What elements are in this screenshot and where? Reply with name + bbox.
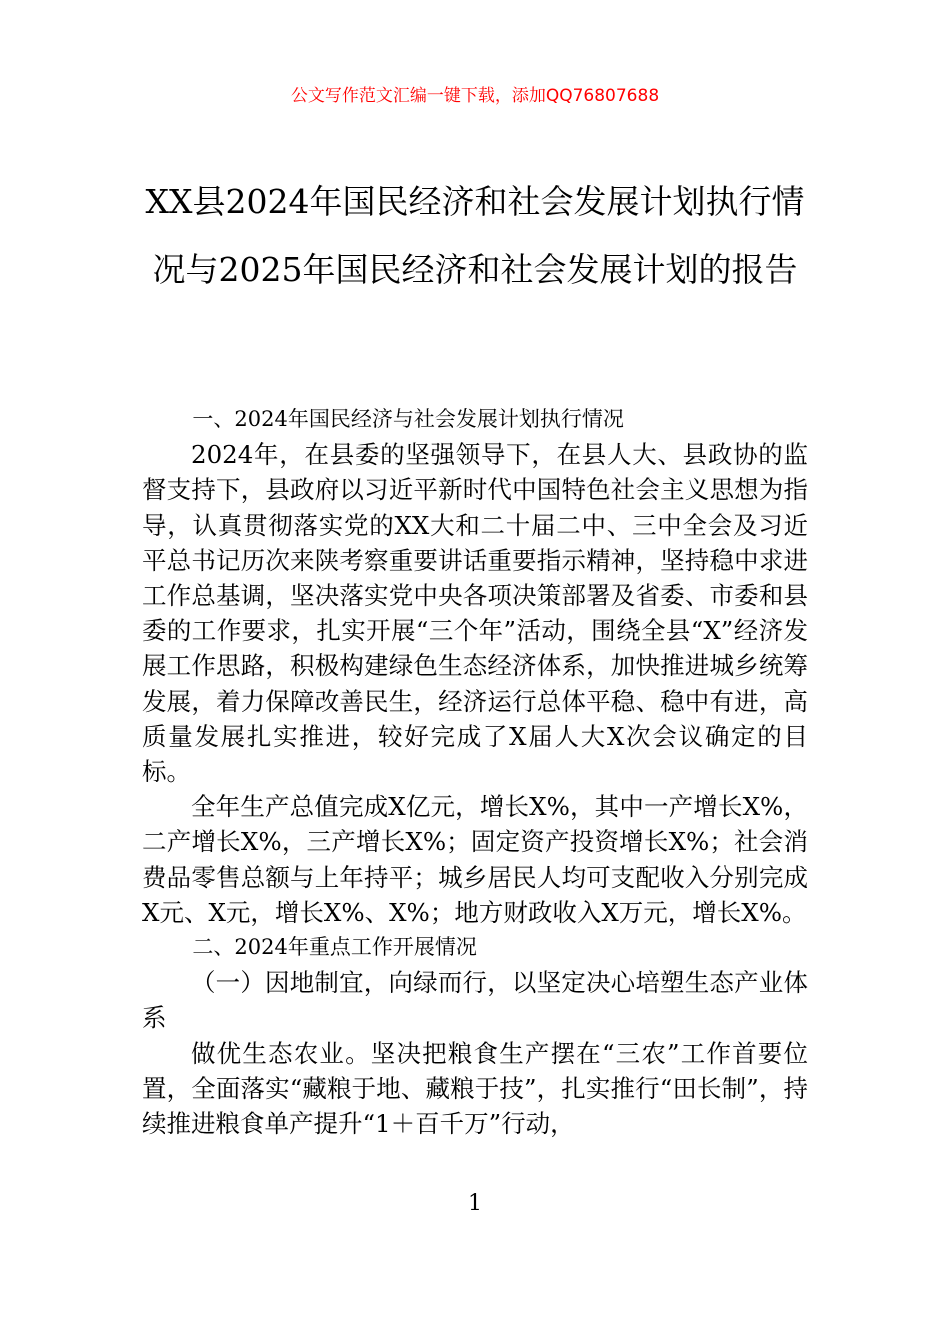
section-2-heading: 二、2024年重点工作开展情况: [192, 935, 477, 960]
subsection-1-heading: （一）因地制宜，向绿而行，以坚定决心培塑生态产业体系: [142, 968, 808, 1033]
paragraph-3: 做优生态农业。坚决把粮食生产摆在“三农”工作首要位置，全面落实“藏粮于地、藏粮于技”，扎实推行“田长制”，持续推进粮食单产提升“1＋百千万”行动，: [142, 1038, 808, 1139]
document-title: XX县2024年国民经济和社会发展计划执行情况与2025年国民经济和社会发展计划的报告: [145, 182, 805, 289]
paragraph-2: 全年生产总值完成X亿元，增长X%，其中一产增长X%，二产增长X%，三产增长X%；固定资产投资增长X%；社会消费品零售总额与上年持平；城乡居民人均可支配收入分别完成X元、X元，增长X%、X%；地方财政收入X万元，增长X%。: [142, 792, 808, 927]
page-number: 1: [468, 1191, 482, 1216]
header-download-note: 公文写作范文汇编一键下载，添加QQ76807688: [290, 86, 660, 106]
document-body: [142, 402, 808, 1141]
paragraph-1: 2024年，在县委的坚强领导下，在县人大、县政协的监督支持下，县政府以习近平新时代中国特色社会主义思想为指导，认真贯彻落实党的XX大和二十届二中、三中全会及习近平总书记历次来陕考察重要讲话重要指示精神，坚持稳中求进工作总基调，坚决落实党中央各项决策部署及省委、市委和县委的工作要求，扎实开展“三个年”活动，围绕全县“X”经济发展工作思路，积极构建绿色生态经济体系，加快推进城乡统筹发展，着力保障改善民生，经济运行总体平稳、稳中有进，高质量发展扎实推进，较好完成了X届人大X次会议确定的目标。: [142, 440, 808, 787]
section-1-heading: 一、2024年国民经济与社会发展计划执行情况: [192, 407, 624, 431]
